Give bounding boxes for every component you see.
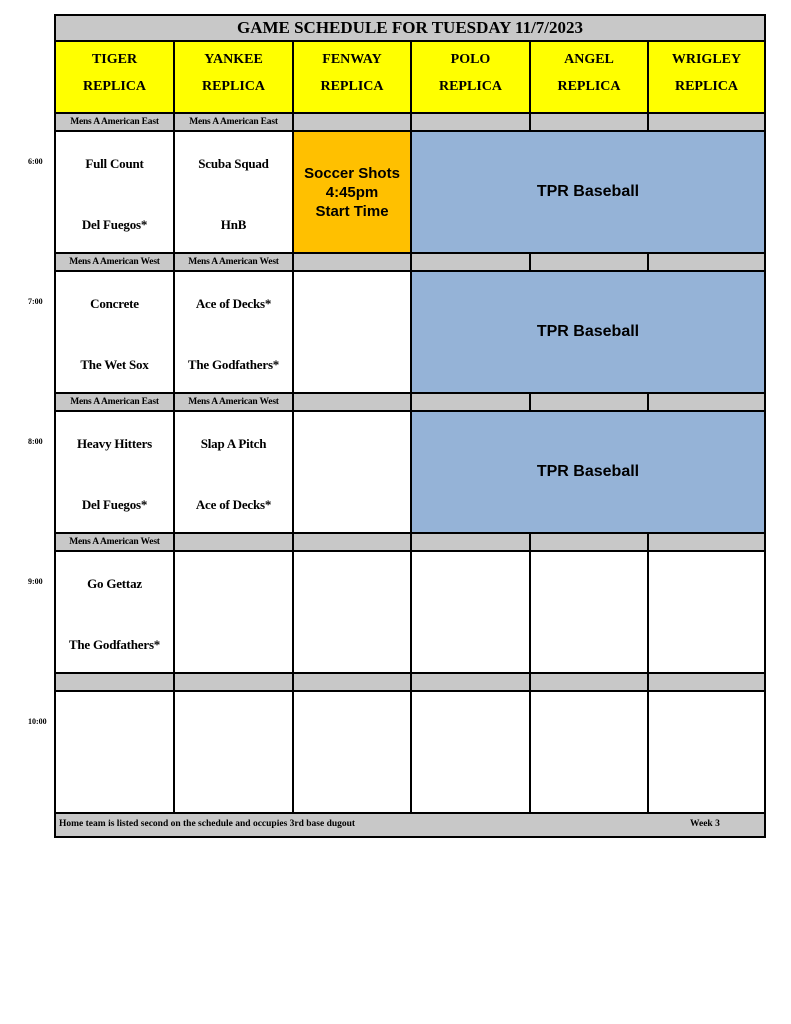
- divider-blank: [649, 394, 764, 412]
- game-cell: [175, 132, 294, 254]
- divider-blank: [649, 674, 764, 692]
- division-label: Mens A American West: [56, 254, 175, 272]
- divider-blank: [531, 394, 649, 412]
- time-label-8: 8:00: [28, 437, 43, 446]
- divider-blank: [294, 674, 412, 692]
- field-header-tiger: [56, 42, 175, 114]
- home-team: Del Fuegos*: [81, 217, 148, 232]
- schedule-footer: [56, 814, 764, 836]
- field-sub: REPLICA: [320, 79, 384, 94]
- field-name: ANGEL: [564, 52, 614, 67]
- game-cell: [56, 412, 175, 534]
- divider-blank: [56, 674, 175, 692]
- division-label: Mens A American West: [175, 254, 294, 272]
- away-team: Concrete: [90, 296, 139, 311]
- divider-blank: [649, 114, 764, 132]
- divider-blank: [294, 534, 412, 552]
- field-name: FENWAY: [322, 52, 382, 67]
- field-header-fenway: [294, 42, 412, 114]
- field-name: WRIGLEY: [671, 52, 742, 67]
- divider-blank: [294, 114, 412, 132]
- empty-cell: [294, 272, 412, 394]
- tpr-baseball-block: TPR Baseball: [412, 272, 764, 394]
- division-label: Mens A American East: [56, 394, 175, 412]
- game-cell: [56, 132, 175, 254]
- time-label-9: 9:00: [28, 577, 43, 586]
- divider-blank: [649, 254, 764, 272]
- divider-blank: [412, 254, 531, 272]
- away-team: Full Count: [85, 156, 144, 171]
- field-header-yankee: [175, 42, 294, 114]
- time-label-6: 6:00: [28, 157, 43, 166]
- time-label-10: 10:00: [28, 717, 47, 726]
- division-label: Mens A American East: [56, 114, 175, 132]
- schedule-title: GAME SCHEDULE FOR TUESDAY 11/7/2023: [56, 16, 764, 42]
- away-team: Ace of Decks*: [195, 296, 272, 311]
- soccer-shots-block: [294, 132, 412, 254]
- divider-blank: [412, 394, 531, 412]
- divider-blank: [531, 534, 649, 552]
- home-team: HnB: [220, 217, 247, 232]
- field-sub: REPLICA: [674, 79, 738, 94]
- away-team: Heavy Hitters: [76, 436, 152, 451]
- field-sub: REPLICA: [438, 79, 502, 94]
- empty-cell: [294, 412, 412, 534]
- soccer-line-1: Soccer Shots: [304, 164, 400, 182]
- field-sub: REPLICA: [557, 79, 621, 94]
- empty-cell: [294, 552, 412, 674]
- divider-blank: [531, 114, 649, 132]
- empty-cell: [531, 692, 649, 814]
- tpr-baseball-block: TPR Baseball: [412, 132, 764, 254]
- field-header-polo: [412, 42, 531, 114]
- footer-note: Home team is listed second on the schedule and occupies 3rd base dugout: [59, 819, 356, 829]
- home-team: Ace of Decks*: [195, 497, 272, 512]
- divider-blank: [175, 534, 294, 552]
- field-sub: REPLICA: [82, 79, 146, 94]
- game-cell: [175, 272, 294, 394]
- empty-cell: [412, 552, 531, 674]
- field-name: TIGER: [91, 52, 138, 67]
- field-sub: REPLICA: [201, 79, 265, 94]
- schedule-sheet: [54, 14, 766, 838]
- divider-blank: [412, 674, 531, 692]
- field-header-wrigley: [649, 42, 764, 114]
- empty-cell: [531, 552, 649, 674]
- divider-blank: [649, 534, 764, 552]
- away-team: Scuba Squad: [198, 156, 269, 171]
- divider-blank: [531, 254, 649, 272]
- home-team: The Godfathers*: [68, 637, 161, 652]
- away-team: Go Gettaz: [87, 576, 142, 591]
- division-label: Mens A American West: [175, 394, 294, 412]
- home-team: The Wet Sox: [80, 357, 149, 372]
- empty-cell: [294, 692, 412, 814]
- divider-blank: [531, 674, 649, 692]
- soccer-line-2: 4:45pm: [325, 183, 379, 201]
- game-cell: [56, 272, 175, 394]
- divider-blank: [294, 254, 412, 272]
- division-label: Mens A American East: [175, 114, 294, 132]
- empty-cell: [175, 552, 294, 674]
- soccer-line-3: Start Time: [315, 202, 389, 220]
- field-name: POLO: [450, 52, 491, 67]
- divider-blank: [175, 674, 294, 692]
- empty-cell: [56, 692, 175, 814]
- empty-cell: [412, 692, 531, 814]
- week-label: Week 3: [690, 819, 720, 829]
- divider-blank: [412, 534, 531, 552]
- empty-cell: [175, 692, 294, 814]
- away-team: Slap A Pitch: [200, 436, 267, 451]
- game-cell: [175, 412, 294, 534]
- empty-cell: [649, 552, 764, 674]
- tpr-baseball-block: TPR Baseball: [412, 412, 764, 534]
- divider-blank: [294, 394, 412, 412]
- empty-cell: [649, 692, 764, 814]
- home-team: The Godfathers*: [187, 357, 280, 372]
- game-cell: [56, 552, 175, 674]
- time-label-7: 7:00: [28, 297, 43, 306]
- division-label: Mens A American West: [56, 534, 175, 552]
- home-team: Del Fuegos*: [81, 497, 148, 512]
- field-header-angel: [531, 42, 649, 114]
- divider-blank: [412, 114, 531, 132]
- field-name: YANKEE: [204, 52, 263, 67]
